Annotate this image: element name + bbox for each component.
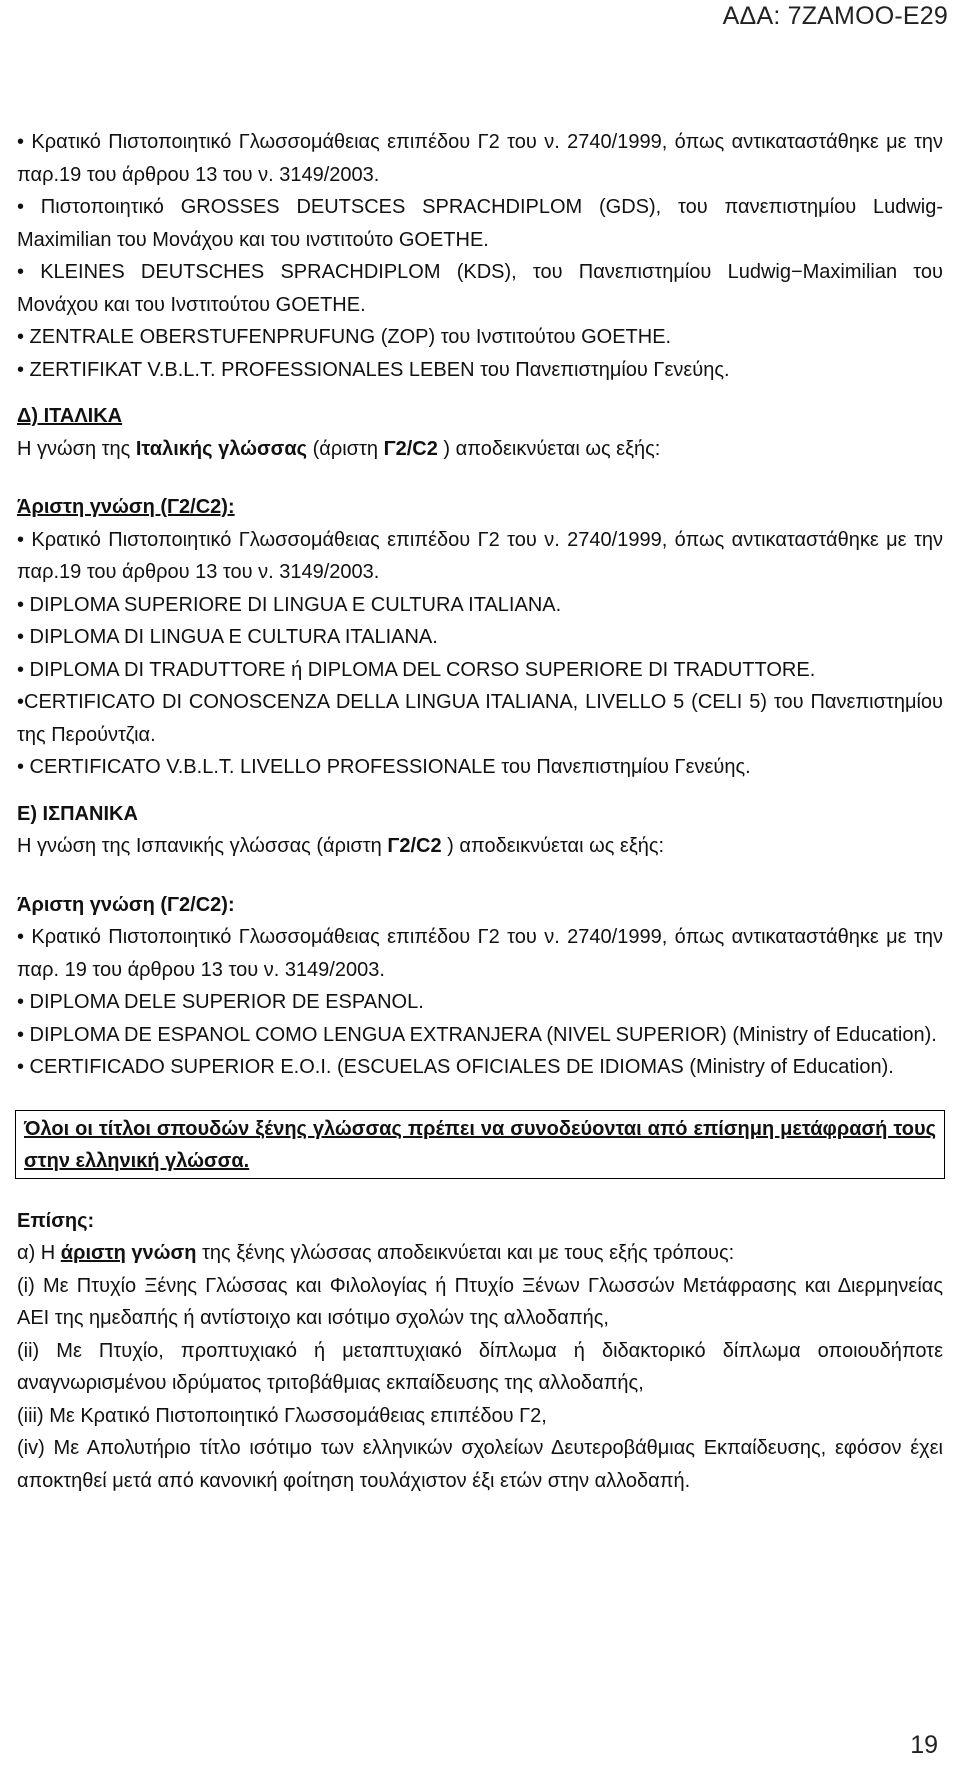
section-heading: Επίσης: [17,1209,95,1232]
list-item: (iii) Με Κρατικό Πιστοποιητικό Γλωσσομάθειας επιπέδου Γ2, [17,1404,547,1427]
list-item: (iv) Με Απολυτήριο τίτλο ισότιμο των ελληνικών σχολείων Δευτεροβάθμιας Εκπαίδευσης, εφόσον έχει αποκτηθεί μετά από κανονική φοίτηση τουλάχιστον έξι ετών στην αλλοδαπή. [17,1437,943,1492]
list-item: • DIPLOMA SUPERIORE DI LINGUA E CULTURA ITALIANA. [17,593,562,616]
italian-section [17,400,943,784]
also-section [17,1205,943,1498]
list-item: • Πιστοποιητικό GROSSES DEUTSCES SPRACHDIPLOM (GDS), του πανεπιστημίου Ludwig-Maximilian του Μονάχου και του ινστιτούτο GOETHE. [17,196,943,251]
list-item: (i) Με Πτυχίο Ξένης Γλώσσας και Φιλολογίας ή Πτυχίο Ξένων Γλωσσών Μετάφρασης και Διερμηνείας ΑΕΙ της ημεδαπής ή αντίστοιχο και ισότιμο σχολών της αλλοδαπής, [17,1274,943,1329]
translation-notice: Όλοι οι τίτλοι σπουδών ξένης γλώσσας πρέπει να συνοδεύονται από επίσημη μετάφρασή τους στην ελληνική γλώσσα. [15,1110,945,1179]
section-heading: Ε) ΙΣΠΑΝΙΚΑ [17,802,138,825]
spanish-section [17,798,943,1084]
list-item: • Κρατικό Πιστοποιητικό Γλωσσομάθειας επιπέδου Γ2 του ν. 2740/1999, όπως αντικαταστάθηκε με την παρ.19 του άρθρου 13 του ν. 3149/2003. [17,528,943,583]
level-heading: Άριστη γνώση (Γ2/C2): [17,893,235,916]
list-item: • DIPLOMA DE ESPANOL COMO LENGUA EXTRANJERA (NIVEL SUPERIOR) (Ministry of Education). [17,1023,937,1046]
list-item: • DIPLOMA DI LINGUA E CULTURA ITALIANA. [17,626,438,648]
list-item: • DIPLOMA DELE SUPERIOR DE ESPANOL. [17,991,424,1013]
ada-code: ΑΔΑ: 7ΖΑΜΟΟ-Ε29 [722,2,948,30]
list-item: • DIPLOMA DI TRADUTTORE ή DIPLOMA DEL CORSO SUPERIORE DI TRADUTTORE. [17,658,816,681]
section-heading: Δ) ΙΤΑΛΙΚΑ [17,405,123,427]
section-intro: Η γνώση της Ιταλικής γλώσσας (άριστη Γ2/C2 ) αποδεικνύεται ως εξής: [17,437,661,460]
also-intro: α) Η άριστη γνώση της ξένης γλώσσας αποδεικνύεται και με τους εξής τρόπους: [17,1242,735,1264]
list-item: (ii) Με Πτυχίο, προπτυχιακό ή μεταπτυχιακό δίπλωμα ή διδακτορικό δίπλωμα οποιουδήποτε αναγνωρισμένου ιδρύματος τριτοβάθμιας εκπαίδευσης της αλλοδαπής, [17,1339,943,1394]
page-number: 19 [910,1731,938,1759]
list-item: • KLEINES DEUTSCHES SPRACHDIPLOM (KDS), του Πανεπιστημίου Ludwig−Maximilian του Μονάχου και του Ινστιτούτου GOETHE. [17,261,943,316]
list-item: • ZENTRALE OBERSTUFENPRUFUNG (ZOP) του Ινστιτούτου GOETHE. [17,326,672,348]
list-item: • CERTIFICATO V.B.L.T. LIVELLO PROFESSIONALE του Πανεπιστημίου Γενεύης. [17,756,751,778]
list-item: • CERTIFICADO SUPERIOR E.O.I. (ESCUELAS OFICIALES DE IDIOMAS (Ministry of Education). [17,1056,894,1078]
list-item: • ZERTIFIKAT V.B.L.T. PROFESSIONALES LEBEN του Πανεπιστημίου Γενεύης. [17,358,730,381]
level-heading: Άριστη γνώση (Γ2/C2): [17,496,235,518]
section-intro: Η γνώση της Ισπανικής γλώσσας (άριστη Γ2/C2 ) αποδεικνύεται ως εξής: [17,835,665,857]
german-certificates-list [17,126,943,386]
list-item: • Κρατικό Πιστοποιητικό Γλωσσομάθειας επιπέδου Γ2 του ν. 2740/1999, όπως αντικαταστάθηκε με την παρ. 19 του άρθρου 13 του ν. 3149/2003. [17,926,943,981]
list-item: • Κρατικό Πιστοποιητικό Γλωσσομάθειας επιπέδου Γ2 του ν. 2740/1999, όπως αντικαταστάθηκε με την παρ.19 του άρθρου 13 του ν. 3149/2003. [17,131,943,186]
document-body [17,126,943,1497]
list-item: •CERTIFICATO DI CONOSCENZA DELLA LINGUA ITALIANA, LIVELLO 5 (CELI 5) του Πανεπιστημίου της Περούντζια. [17,691,943,746]
